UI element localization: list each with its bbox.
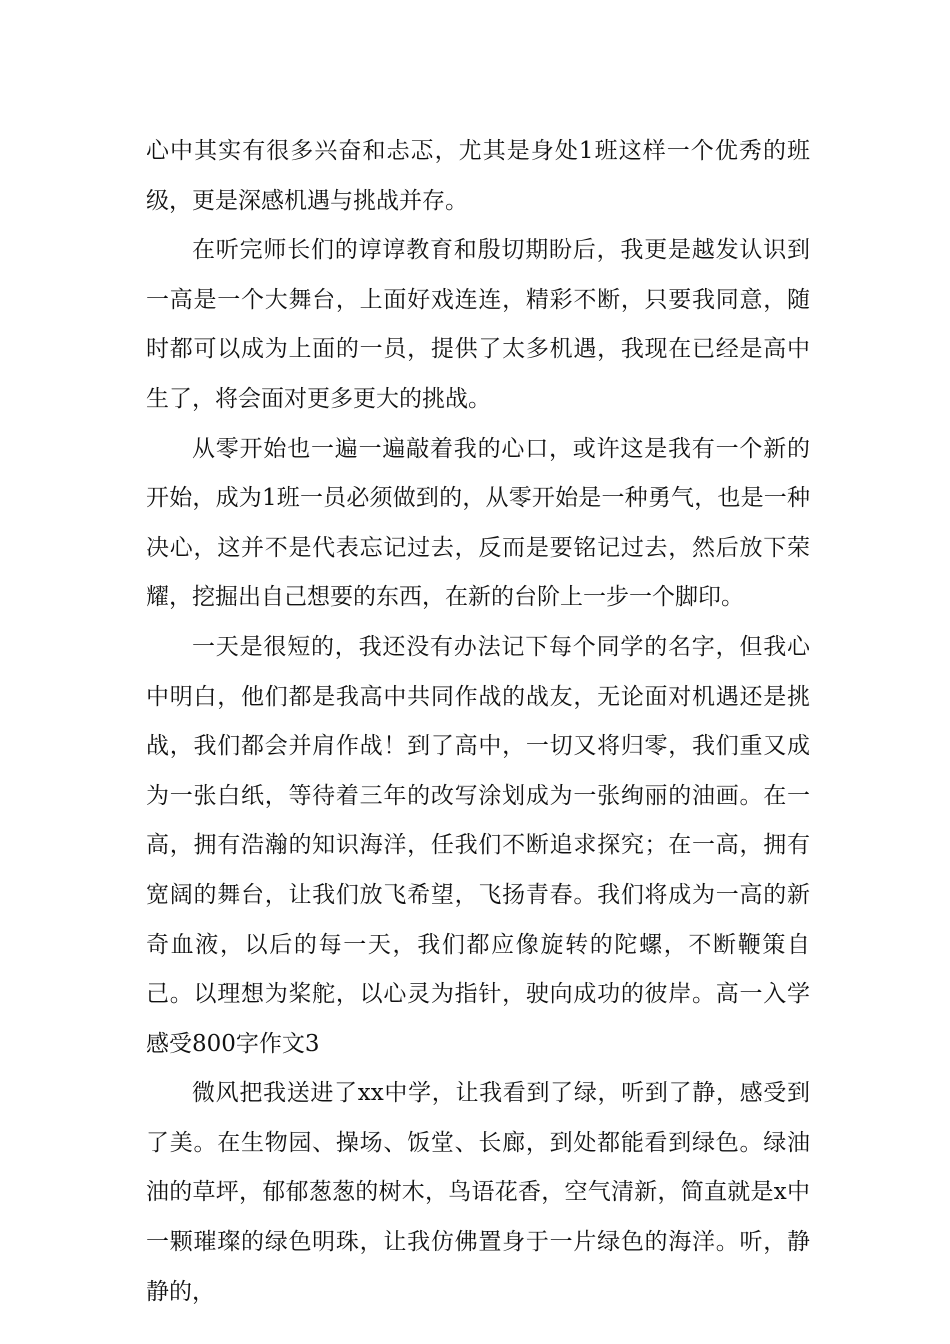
paragraph-5: 微风把我送进了xx中学，让我看到了绿，听到了静，感受到了美。在生物园、操场、饭堂、长廊，到处都能看到绿色。绿油油的草坪，郁郁葱葱的树木，鸟语花香，空气清新，简直就是x中一颗璀璨的绿色明珠，让我仿佛置身于一片绿色的海洋。听，静静的， — [146, 1080, 810, 1305]
paragraph-3: 从零开始也一遍一遍敲着我的心口，或许这是我有一个新的开始，成为1班一员必须做到的，从零开始是一种勇气，也是一种决心，这并不是代表忘记过去，反而是要铭记过去，然后放下荣耀，挖掘出自己想要的东西，在新的台阶上一步一个脚印。 — [146, 435, 810, 611]
paragraph-4: 一天是很短的，我还没有办法记下每个同学的名字，但我心中明白，他们都是我高中共同作战的战友，无论面对机遇还是挑战，我们都会并肩作战！到了高中，一切又将归零，我们重又成为一张白纸，等待着三年的改写涂划成为一张绚丽的油画。在一高，拥有浩瀚的知识海洋，任我们不断追求探究；在一高，拥有宽阔的舞台，让我们放飞希望，飞扬青春。我们将成为一高的新奇血液，以后的每一天，我们都应像旋转的陀螺，不断鞭策自己。以理想为桨舵，以心灵为指针，驶向成功的彼岸。高一入学感受800字作文3 — [146, 633, 810, 1057]
document-page — [146, 127, 810, 1317]
paragraph-1: 心中其实有很多兴奋和忐忑，尤其是身处1班这样一个优秀的班级，更是深感机遇与挑战并存。 — [146, 138, 810, 214]
paragraph-2: 在听完师长们的谆谆教育和殷切期盼后，我更是越发认识到一高是一个大舞台，上面好戏连连，精彩不断，只要我同意，随时都可以成为上面的一员，提供了太多机遇，我现在已经是高中生了，将会面对更多更大的挑战。 — [146, 237, 810, 412]
